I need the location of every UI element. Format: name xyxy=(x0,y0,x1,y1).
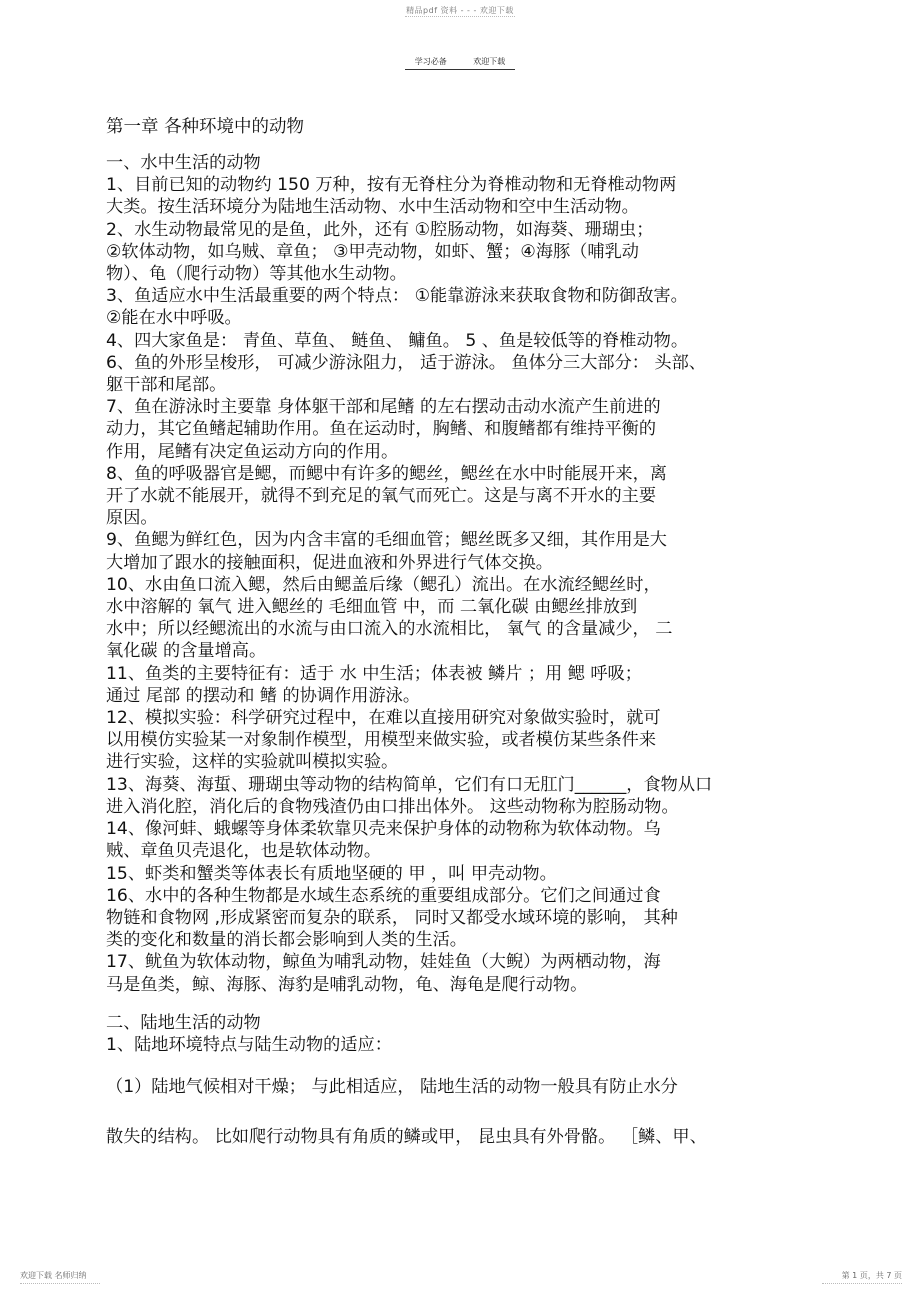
top-dotted-rule xyxy=(405,16,515,17)
text-line: 氧化碳 的含量增高。 xyxy=(106,641,267,662)
text-line: 7、鱼在游泳时主要靠 身体躯干部和尾鳍 的左右摆动击动水流产生前进的 xyxy=(106,397,661,418)
text-line: 类的变化和数量的消长都会影响到人类的生活。 xyxy=(106,930,467,951)
text-line: 10、水由鱼口流入鳃，然后由鳃盖后缘（鳃孔）流出。在水流经鳃丝时， xyxy=(106,574,661,595)
text-line: 11、鱼类的主要特征有：适于 水 中生活；体表被 鳞片 ；用 鳃 呼吸； xyxy=(106,663,642,684)
text-line: 水中；所以经鳃流出的水流与由口流入的水流相比， 氧气 的含量减少， 二 xyxy=(106,619,673,640)
text-line: 以用模仿实验某一对象制作模型，用模型来做实验，或者模仿某些条件来 xyxy=(106,730,657,751)
text-line: ②能在水中呼吸。 xyxy=(106,308,242,329)
text-line: 原因。 xyxy=(106,508,158,529)
land-intro: 1、陆地环境特点与陆生动物的适应： xyxy=(106,1034,392,1055)
page-number: 第 1 页，共 7 页 xyxy=(841,1271,902,1280)
text-line: 9、鱼鳃为鲜红色，因为内含丰富的毛细血管；鳃丝既多又细，其作用是大 xyxy=(106,530,667,551)
footer-dotted-rule xyxy=(20,1283,100,1284)
text-line: 大类。按生活环境分为陆地生活动物、水中生活动物和空中生活动物。 xyxy=(106,197,639,218)
top-watermark: 精品pdf 资料 - - - 欢迎下载 xyxy=(406,6,514,15)
text-line: 开了水就不能展开，就得不到充足的氧气而死亡。这是与离不开水的主要 xyxy=(106,486,657,507)
text-line: 4、四大家鱼是： 青鱼、草鱼、 鲢鱼、 鳙鱼。 5 、鱼是较低等的脊椎动物。 xyxy=(106,330,689,351)
text-line: 水中溶解的 氧气 进入鳃丝的 毛细血管 中，而 二氧化碳 由鳃丝排放到 xyxy=(106,597,638,618)
text-line: 15、虾类和蟹类等体表长有质地坚硬的 甲 ，叫 甲壳动物。 xyxy=(106,863,557,884)
text-line: 进入消化腔，消化后的食物残渣仍由口排出体外。 这些动物称为腔肠动物。 xyxy=(106,796,679,817)
header-rule xyxy=(405,69,515,70)
text-line: 12、模拟实验：科学研究过程中，在难以直接用研究对象做实验时，就可 xyxy=(106,708,661,729)
text-line: 13、海葵、海蜇、珊瑚虫等动物的结构简单，它们有口无肛门______，食物从口 xyxy=(106,774,713,795)
text-line: ②软体动物，如乌贼、章鱼； ③甲壳动物，如虾、蟹；④海豚（哺乳动 xyxy=(106,241,639,262)
text-line: 躯干部和尾部。 xyxy=(106,375,227,396)
document-body xyxy=(106,116,818,1156)
spacer xyxy=(106,996,818,1012)
text-line: 16、水中的各种生物都是水域生态系统的重要组成部分。它们之间通过食 xyxy=(106,885,661,906)
text-line: 17、鱿鱼为软体动物，鲸鱼为哺乳动物，娃娃鱼（大鲵）为两栖动物，海 xyxy=(106,952,661,973)
section-heading-land: 二、陆地生活的动物 xyxy=(106,1012,261,1033)
text-line: 6、鱼的外形呈梭形， 可减少游泳阻力， 适于游泳。 鱼体分三大部分： 头部、 xyxy=(106,352,706,373)
header-right: 欢迎下载 xyxy=(473,57,506,66)
chapter-title: 第一章 各种环境中的动物 xyxy=(106,117,305,137)
text-line: 进行实验，这样的实验就叫模拟实验。 xyxy=(106,752,399,773)
text-line: 通过 尾部 的摆动和 鳍 的协调作用游泳。 xyxy=(106,685,421,706)
text-line: 动力，其它鱼鳍起辅助作用。鱼在运动时，胸鳍、和腹鳍都有维持平衡的 xyxy=(106,419,657,440)
header-left: 学习必备 xyxy=(414,57,447,66)
footer-left: 欢迎下载 名师归纳 xyxy=(20,1271,87,1280)
text-line: 物链和食物网 ,形成紧密而复杂的联系， 同时又都受水域环境的影响， 其种 xyxy=(106,907,678,928)
text-line: 贼、章鱼贝壳退化，也是软体动物。 xyxy=(106,841,382,862)
text-line: 1、目前已知的动物约 150 万种，按有无脊柱分为脊椎动物和无脊椎动物两 xyxy=(106,175,677,196)
text-line: 8、鱼的呼吸器官是鳃，而鳃中有许多的鳃丝，鳃丝在水中时能展开来，离 xyxy=(106,463,667,484)
text-line: 3、鱼适应水中生活最重要的两个特点： ①能靠游泳来获取食物和防御敌害。 xyxy=(106,286,688,307)
text-line: 作用，尾鳍有决定鱼运动方向的作用。 xyxy=(106,441,399,462)
text-line: 物）、龟（爬行动物）等其他水生动物。 xyxy=(106,264,407,285)
land-paragraph-line: （1）陆地气候相对干燥； 与此相适应， 陆地生活的动物一般具有防止水分 xyxy=(106,1077,678,1098)
text-line: 2、水生动物最常见的是鱼，此外，还有 ①腔肠动物，如海葵、珊瑚虫； xyxy=(106,219,654,240)
text-line: 马是鱼类，鲸、海豚、海豹是哺乳动物，龟、海龟是爬行动物。 xyxy=(106,974,588,995)
page-header xyxy=(0,56,920,67)
land-paragraph-line: 散失的结构。 比如爬行动物具有角质的鳞或甲， 昆虫具有外骨骼。 ［鳞、甲、 xyxy=(106,1127,707,1148)
footer-dotted-rule xyxy=(822,1283,902,1284)
section-aquatic-body xyxy=(106,174,818,996)
text-line: 大增加了跟水的接触面积，促进血液和外界进行气体交换。 xyxy=(106,552,553,573)
section-heading-aquatic: 一、水中生活的动物 xyxy=(106,153,261,173)
text-line: 14、像河蚌、蛾螺等身体柔软靠贝壳来保护身体的动物称为软体动物。乌 xyxy=(106,819,661,840)
